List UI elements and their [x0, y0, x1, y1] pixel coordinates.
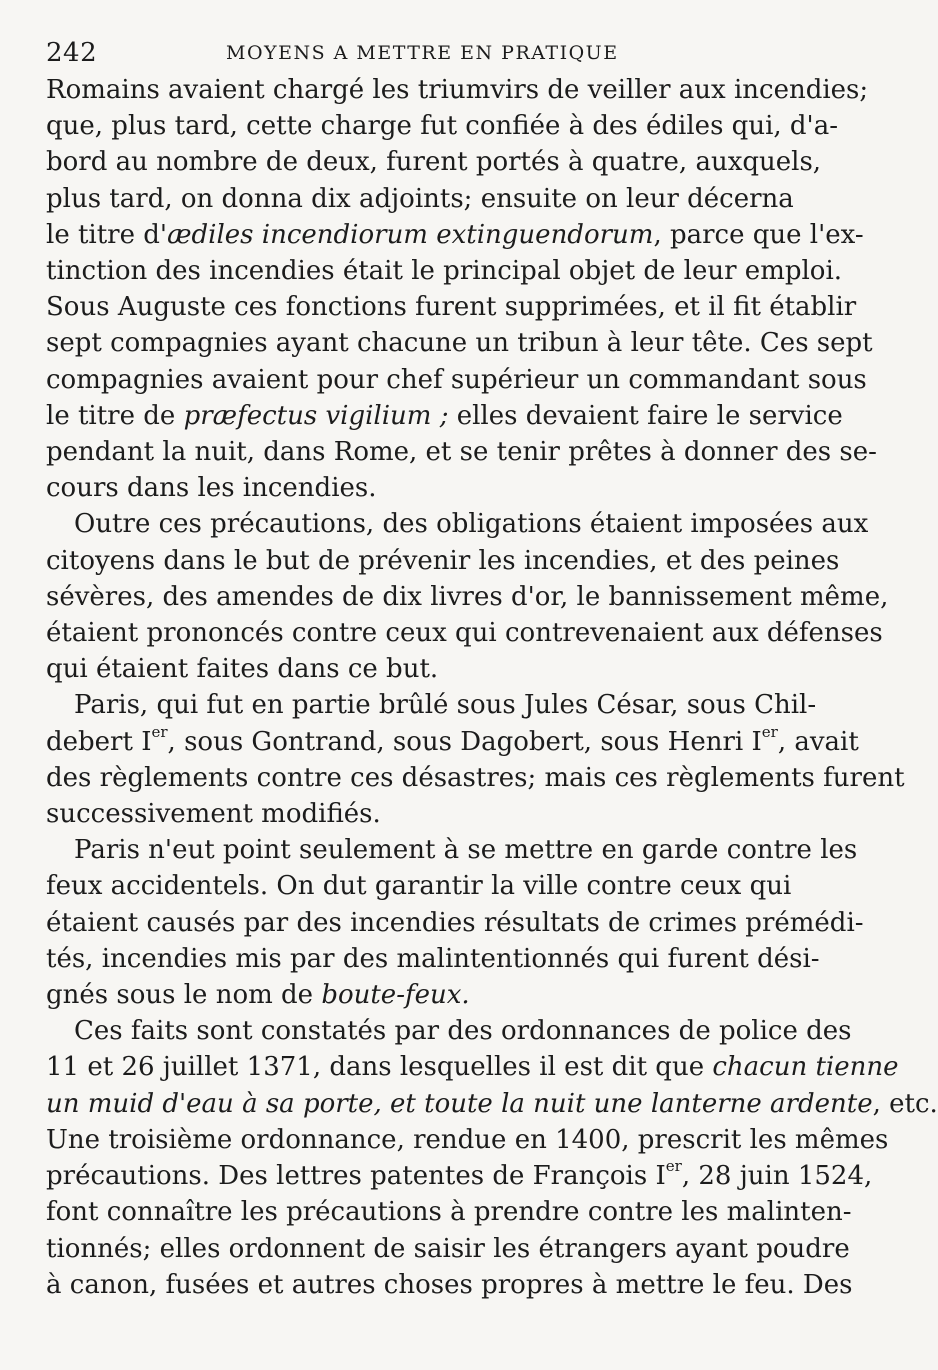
text-line: que, plus tard, cette charge fut confiée à des édiles qui, d'a- [46, 111, 838, 142]
text-line: qui étaient faites dans ce but. [46, 654, 439, 685]
page-header [46, 34, 760, 70]
text-line: font connaître les précautions à prendre contre les malinten- [46, 1197, 852, 1228]
text-line: plus tard, on donna dix adjoints; ensuite on leur décerna [46, 183, 794, 214]
text-line: Paris, qui fut en partie brûlé sous Jules César, sous Chil- [74, 690, 817, 721]
text-line: 11 et 26 juillet 1371, dans lesquelles il est dit que chacun tienne [46, 1052, 899, 1083]
page-number: 242 [46, 38, 98, 68]
text-line: précautions. Des lettres patentes de François Ier, 28 juin 1524, [46, 1157, 873, 1192]
text-line: tionnés; elles ordonnent de saisir les étrangers ayant poudre [46, 1233, 850, 1264]
text-line: à canon, fusées et autres choses propres à mettre le feu. Des [46, 1269, 853, 1300]
text-line: étaient causés par des incendies résultats de crimes prémédi- [46, 907, 864, 938]
text-line: gnés sous le nom de boute-feux. [46, 980, 470, 1011]
text-line: successivement modifiés. [46, 799, 381, 830]
text-line: sévères, des amendes de dix livres d'or, le bannissement même, [46, 581, 889, 612]
text-line: le titre de præfectus vigilium ; elles devaient faire le service [46, 400, 843, 431]
text-line: sept compagnies ayant chacune un tribun à leur tête. Ces sept [46, 328, 873, 359]
running-head: MOYENS A METTRE EN PRATIQUE [226, 42, 619, 64]
text-line: debert Ier, sous Gontrand, sous Dagobert, sous Henri Ier, avait [46, 722, 859, 757]
text-line: Paris n'eut point seulement à se mettre en garde contre les [74, 835, 858, 866]
text-line: étaient prononcés contre ceux qui contrevenaient aux défenses [46, 618, 883, 649]
text-line: Romains avaient chargé les triumvirs de veiller aux incendies; [46, 75, 869, 105]
text-line: Ces faits sont constatés par des ordonnances de police des [74, 1016, 852, 1047]
text-line: des règlements contre ces désastres; mais ces règlements furent [46, 762, 905, 793]
text-line: Sous Auguste ces fonctions furent supprimées, et il fit établir [46, 292, 857, 323]
text-line: Une troisième ordonnance, rendue en 1400, prescrit les mêmes [46, 1124, 889, 1155]
body-text [46, 72, 938, 1303]
text-line: bord au nombre de deux, furent portés à quatre, auxquels, [46, 147, 822, 178]
text-line: compagnies avaient pour chef supérieur un commandant sous [46, 364, 867, 395]
text-line: tinction des incendies était le principal objet de leur emploi. [46, 256, 843, 287]
text-line: un muid d'eau à sa porte, et toute la nuit une lanterne ardente, etc. [46, 1088, 938, 1119]
text-line: feux accidentels. On dut garantir la ville contre ceux qui [46, 871, 792, 902]
text-line: citoyens dans le but de prévenir les incendies, et des peines [46, 545, 840, 576]
text-line: cours dans les incendies. [46, 473, 377, 504]
text-line: tés, incendies mis par des malintentionnés qui furent dési- [46, 943, 820, 974]
text-line: le titre d'ædiles incendiorum extinguendorum, parce que l'ex- [46, 219, 864, 250]
text-line: pendant la nuit, dans Rome, et se tenir prêtes à donner des se- [46, 437, 877, 468]
text-line: Outre ces précautions, des obligations étaient imposées aux [74, 509, 869, 540]
